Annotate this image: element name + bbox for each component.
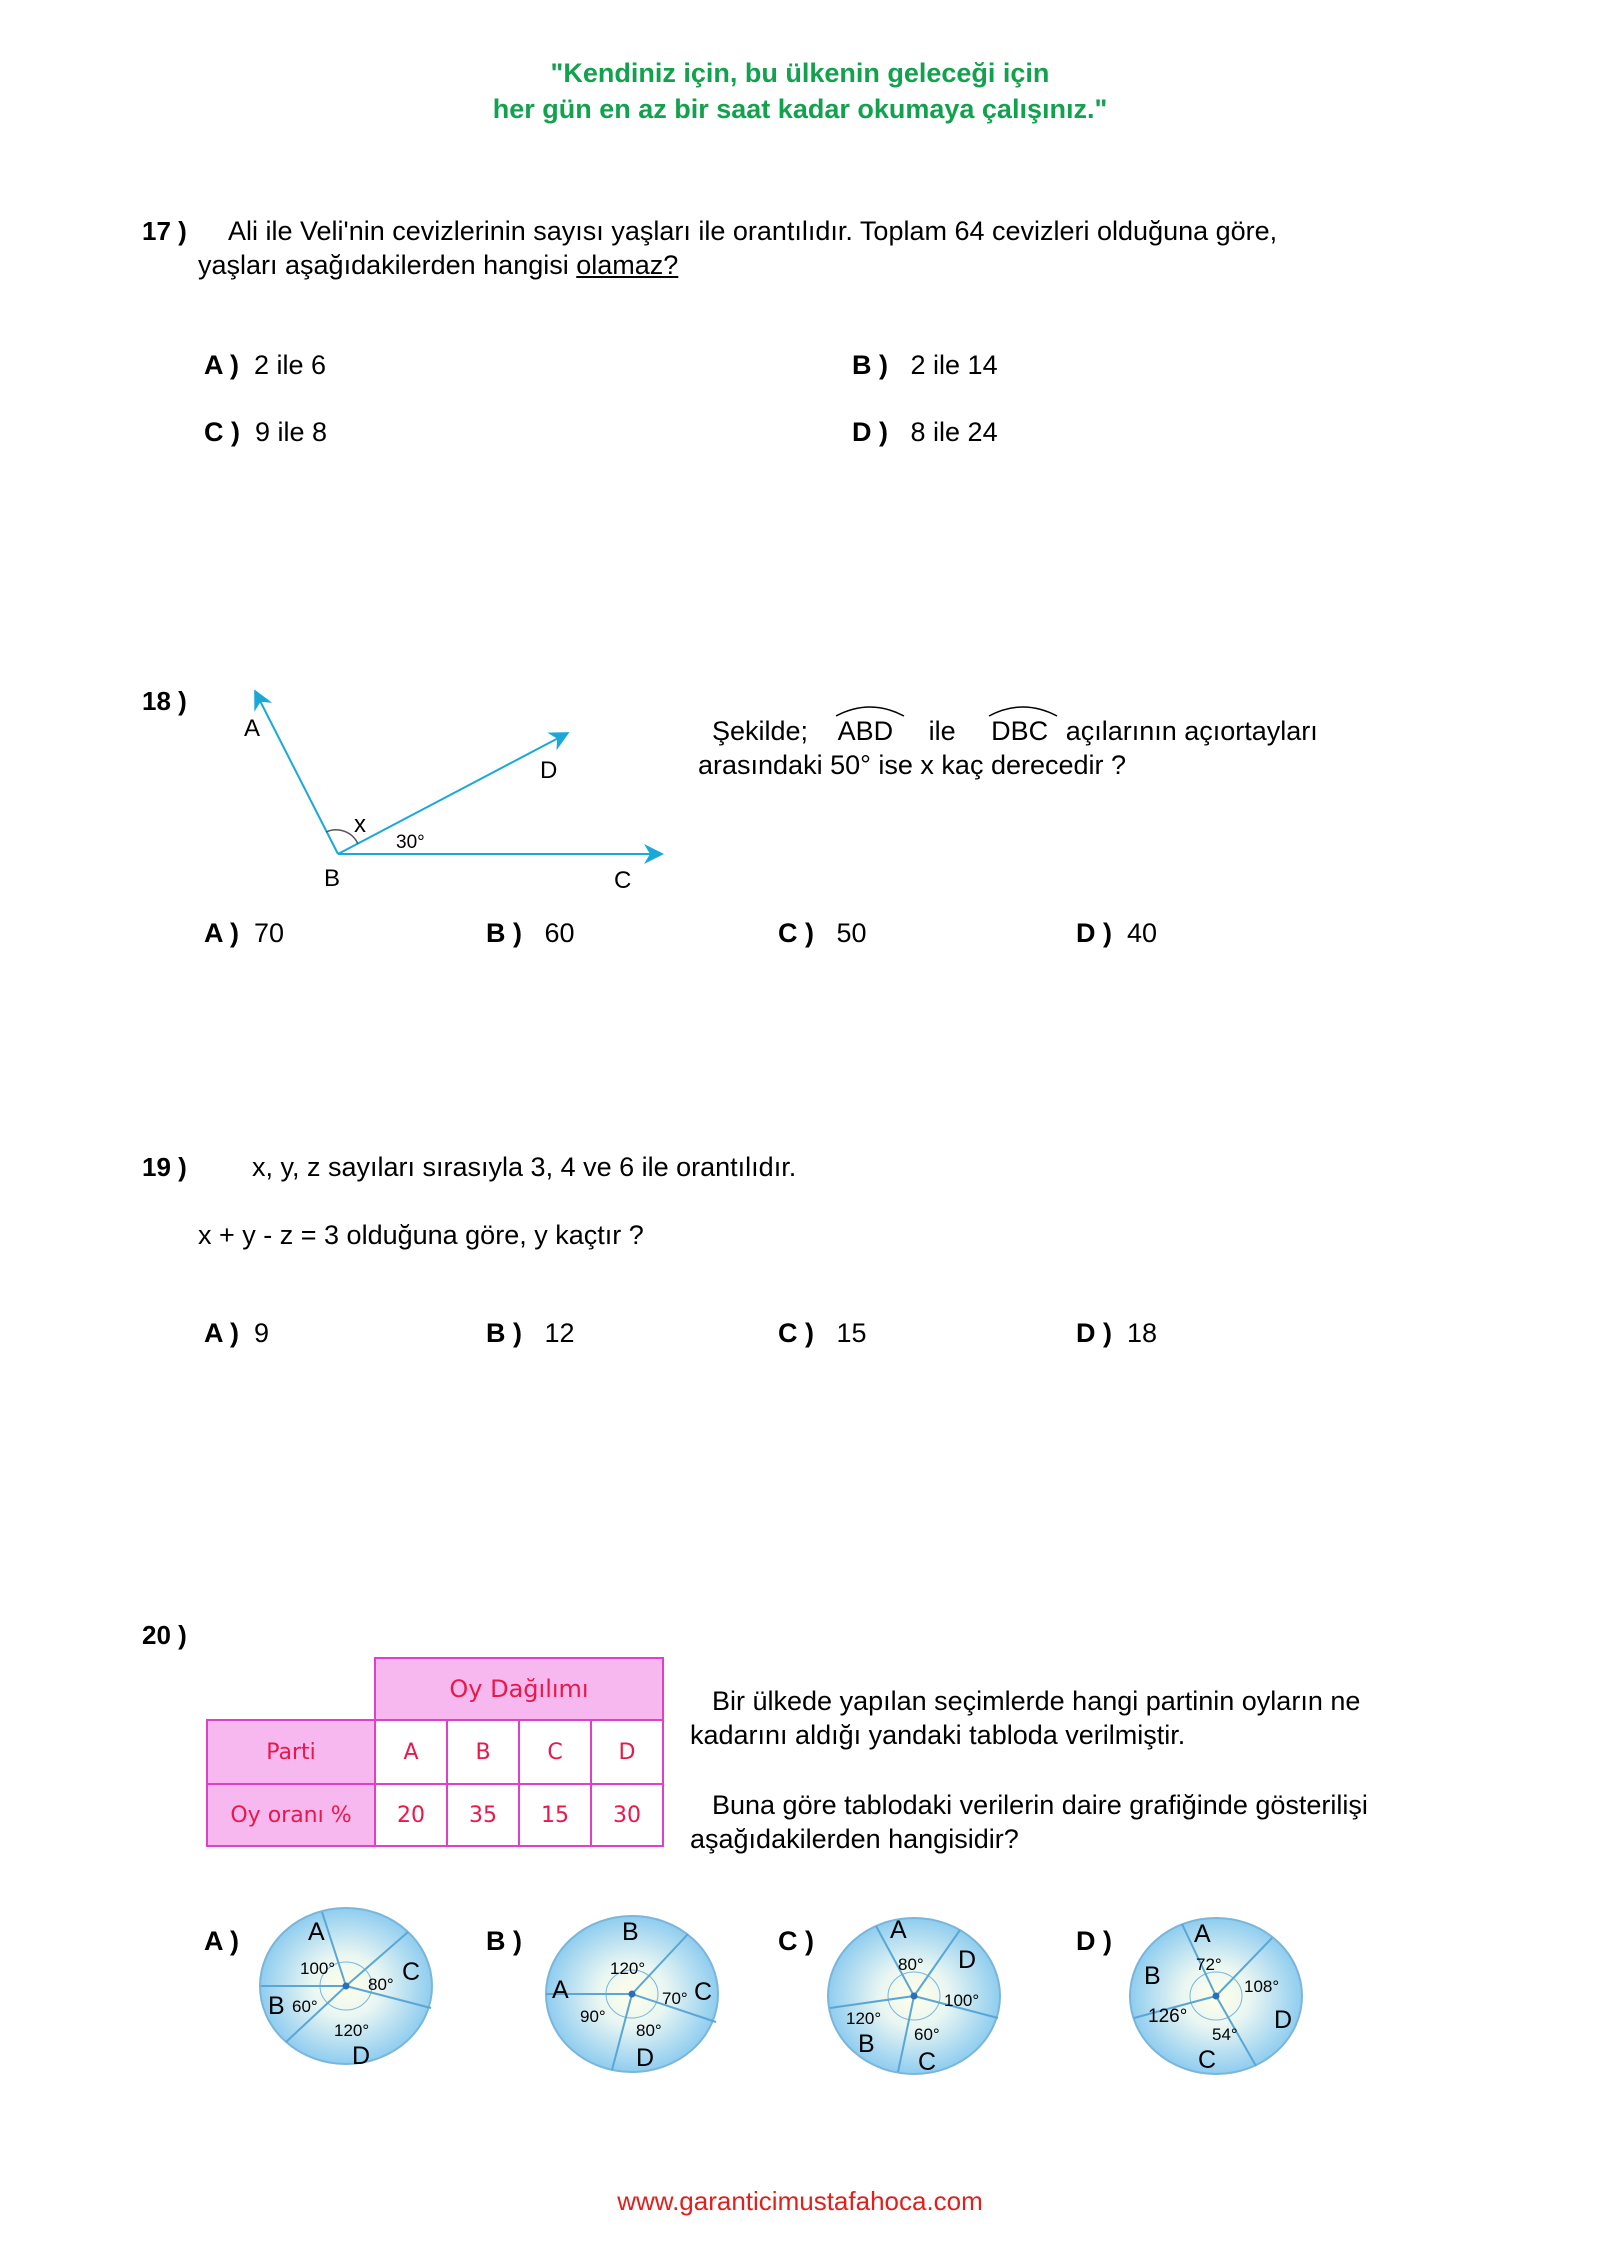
pie-label-b: B (858, 2030, 875, 2058)
pie-label-d: D (958, 1946, 977, 1974)
pie-angle-b: 60° (292, 1997, 318, 2016)
option-letter: D ) (1076, 918, 1112, 948)
pie-angle-a: 90° (580, 2007, 606, 2026)
pie-option-d[interactable] (1130, 1918, 1302, 2074)
question-17-line-1: Ali ile Veli'nin cevizlerinin sayısı yaşları ile orantılıdır. Toplam 64 cevizleri olduğuna göre, (228, 216, 1278, 246)
label-c: C (614, 867, 632, 894)
pie-label-b: B (268, 1992, 285, 2020)
q20-paragraph-1-line-2: kadarını aldığı yandaki tabloda verilmiştir. (690, 1720, 1186, 1750)
option-text: 50 (836, 918, 867, 948)
value-cell: 15 (519, 1784, 591, 1846)
pie-option-c[interactable] (828, 1916, 1000, 2076)
label-x: x (354, 811, 366, 838)
pie-angle-a: 72° (1196, 1955, 1222, 1974)
option-letter: D ) (1076, 1318, 1112, 1348)
option-letter: A ) (204, 350, 239, 380)
party-cell: D (591, 1720, 663, 1784)
value-cell: 20 (375, 1784, 447, 1846)
value-cell: 30 (591, 1784, 663, 1846)
q20-option-a-letter[interactable]: A ) (204, 1926, 239, 1956)
option-text: 60 (544, 918, 575, 948)
row-label-oy-orani: Oy oranı % (207, 1784, 375, 1846)
pie-angle-b: 126° (1148, 2006, 1188, 2027)
q20-option-c-letter[interactable]: C ) (778, 1926, 814, 1956)
q20-option-d-letter[interactable]: D ) (1076, 1926, 1112, 1956)
option-text: 18 (1127, 1318, 1158, 1348)
q18-text-post: açılarının açıortayları (1065, 716, 1318, 746)
pie-option-b[interactable] (546, 1916, 718, 2072)
pie-label-a: A (308, 1918, 325, 1946)
pie-option-a[interactable] (260, 1908, 432, 2070)
pie-angle-a: 100° (300, 1959, 336, 1978)
option-text: 8 ile 24 (910, 417, 998, 447)
question-18-line-2: arasındaki 50° ise x kaç derecedir ? (698, 750, 1127, 780)
option-letter: C ) (778, 1318, 814, 1348)
option-letter: C ) (204, 417, 240, 447)
option-text: 40 (1127, 918, 1158, 948)
angle-abd-text: ABD (837, 716, 894, 746)
pie-angle-d: 100° (944, 1991, 980, 2010)
pie-angle-c: 70° (662, 1989, 688, 2008)
pie-label-b: B (1144, 1962, 1161, 1990)
pie-label-a: A (1194, 1920, 1211, 1948)
q20-paragraph-1-line-1: Bir ülkede yapılan seçimlerde hangi partinin oyların ne (712, 1686, 1361, 1716)
pie-label-c: C (402, 1958, 421, 1986)
option-letter: B ) (852, 350, 888, 380)
party-cell: B (447, 1720, 519, 1784)
angle-dbc-text: DBC (991, 716, 1049, 746)
q20-paragraph-2-line-1: Buna göre tablodaki verilerin daire grafiğinde gösterilişi (712, 1790, 1368, 1820)
option-text: 15 (836, 1318, 867, 1348)
pie-angle-c: 60° (914, 2025, 940, 2044)
option-text: 9 (254, 1318, 270, 1348)
option-letter: D ) (852, 417, 888, 447)
option-text: 2 ile 14 (910, 350, 998, 380)
option-letter: B ) (486, 1318, 522, 1348)
option-letter: A ) (204, 918, 239, 948)
pie-label-c: C (694, 1978, 713, 2006)
pie-angle-d: 120° (334, 2021, 370, 2040)
pie-label-b: B (622, 1918, 639, 1946)
label-30deg: 30° (396, 832, 425, 853)
party-cell: C (519, 1720, 591, 1784)
party-cell: A (375, 1720, 447, 1784)
header-line-1: "Kendiniz için, bu ülkenin geleceği için (550, 58, 1050, 88)
pie-angle-d: 80° (636, 2021, 662, 2040)
value-cell: 35 (447, 1784, 519, 1846)
question-19-line-2: x + y - z = 3 olduğuna göre, y kaçtır ? (198, 1220, 644, 1250)
question-17-line-2-text: yaşları aşağıdakilerden hangisi (198, 250, 577, 280)
pie-angle-b: 120° (846, 2009, 882, 2028)
label-b: B (324, 865, 341, 892)
pie-label-d: D (1274, 2006, 1293, 2034)
option-letter: C ) (778, 918, 814, 948)
pie-label-a: A (890, 1916, 907, 1944)
q20-paragraph-2-line-2: aşağıdakilerden hangisidir? (690, 1824, 1019, 1854)
header-line-2: her gün en az bir saat kadar okumaya çalışınız." (492, 94, 1108, 124)
q18-text-mid: ile (928, 716, 956, 746)
row-label-parti: Parti (207, 1720, 375, 1784)
option-text: 9 ile 8 (255, 417, 328, 447)
option-letter: B ) (486, 918, 522, 948)
option-text: 2 ile 6 (254, 350, 327, 380)
question-19-line-1: x, y, z sayıları sırasıyla 3, 4 ve 6 ile orantılıdır. (252, 1152, 797, 1182)
question-18-number: 18 ) (142, 686, 187, 716)
question-20-number: 20 ) (142, 1620, 187, 1650)
option-text: 12 (544, 1318, 575, 1348)
question-19-number: 19 ) (142, 1152, 187, 1182)
label-a: A (244, 715, 261, 742)
pie-angle-a: 80° (898, 1955, 924, 1974)
pie-angle-b: 120° (610, 1959, 646, 1978)
pie-angle-c: 80° (368, 1975, 394, 1994)
pie-label-a: A (552, 1976, 569, 2004)
pie-label-d: D (352, 2042, 371, 2070)
pie-angle-c: 54° (1212, 2025, 1238, 2044)
q20-option-b-letter[interactable]: B ) (486, 1926, 522, 1956)
pie-label-c: C (918, 2048, 937, 2076)
q18-text-pre: Şekilde; (712, 716, 809, 746)
footer-website[interactable]: www.garanticimustafahoca.com (617, 2186, 983, 2216)
option-letter: A ) (204, 1318, 239, 1348)
question-17-number: 17 ) (142, 216, 187, 246)
pie-label-d: D (636, 2044, 655, 2072)
question-17-emphasis: olamaz? (576, 250, 679, 280)
pie-label-c: C (1198, 2046, 1217, 2074)
table-title: Oy Dağılımı (375, 1658, 663, 1720)
option-text: 70 (254, 918, 285, 948)
label-d: D (540, 757, 558, 784)
pie-angle-d: 108° (1244, 1977, 1280, 1996)
